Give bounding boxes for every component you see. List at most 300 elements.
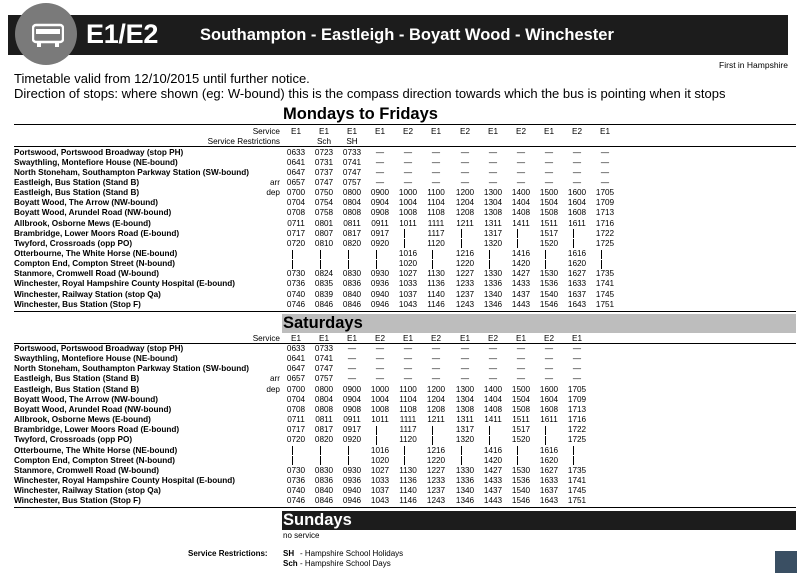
time-cell: 1637 — [567, 289, 587, 299]
passes-without-stopping — [432, 250, 433, 259]
time-cell: 0708 — [286, 208, 306, 218]
time-cell: 1722 — [595, 228, 615, 238]
time-cell: 1511 — [540, 218, 558, 228]
time-cell: 1200 — [455, 188, 475, 198]
route-name: Southampton - Eastleigh - Boyatt Wood - Winchester — [200, 26, 614, 44]
service-code: E2 — [571, 127, 582, 136]
time-cell: 1317 — [455, 425, 475, 435]
time-cell: — — [572, 374, 582, 384]
time-cell: 1100 — [427, 188, 445, 198]
time-cell: — — [572, 354, 582, 364]
time-cell: 1616 — [539, 445, 559, 455]
time-cell: 1520 — [511, 435, 531, 445]
time-cell: — — [516, 147, 526, 157]
time-cell: 0711 — [287, 415, 305, 425]
time-cell: 1033 — [370, 475, 390, 485]
stop-name: Winchester, Railway Station (stop Qa) — [14, 289, 161, 299]
time-cell: — — [403, 354, 413, 364]
time-cell: 0741 — [314, 354, 334, 364]
time-cell: 1043 — [370, 496, 390, 506]
stop-name: Twyford, Crossroads (opp PO) — [14, 435, 133, 445]
passes-without-stopping — [292, 260, 293, 269]
time-cell: — — [544, 157, 554, 167]
time-cell: — — [460, 177, 470, 187]
passes-without-stopping — [461, 239, 462, 248]
stop-name: Winchester, Royal Hampshire County Hospital (E-bound) — [14, 475, 236, 485]
passes-without-stopping — [545, 426, 546, 435]
restriction-code: SH — [283, 549, 295, 558]
stop-name: Eastleigh, Bus Station (Stand B) — [14, 188, 140, 198]
time-cell: 0830 — [342, 269, 362, 279]
time-cell: 1120 — [399, 435, 417, 445]
time-cell: 1136 — [399, 475, 417, 485]
time-cell: 1420 — [511, 259, 531, 269]
time-cell: — — [600, 177, 610, 187]
stop-name: Boyatt Wood, The Arrow (NW-bound) — [14, 394, 158, 404]
stop-name: Swaythling, Montefiore House (NE-bound) — [14, 157, 178, 167]
service-code: E2 — [402, 127, 413, 136]
passes-without-stopping — [489, 436, 490, 445]
passes-without-stopping — [461, 229, 462, 238]
direction-text: Direction of stops: where shown (eg: W-bound) this is the compass direction towards which the bus is pointing when it stops — [14, 86, 726, 101]
time-cell: — — [516, 344, 526, 353]
time-cell: 1340 — [483, 289, 503, 299]
service-code: E1 — [290, 334, 301, 343]
passes-without-stopping — [376, 426, 377, 435]
time-cell: 0804 — [314, 394, 334, 404]
time-cell: — — [600, 167, 610, 177]
time-cell: — — [375, 344, 385, 353]
restrictions-label: Service Restrictions: — [188, 549, 268, 558]
time-cell: 1027 — [398, 269, 418, 279]
time-cell: 1530 — [539, 269, 559, 279]
time-cell: 1408 — [483, 404, 503, 414]
passes-without-stopping — [404, 446, 405, 455]
time-cell: 1233 — [455, 279, 475, 289]
time-cell: 1627 — [567, 269, 587, 279]
service-code: E1 — [346, 334, 357, 343]
time-cell: — — [403, 364, 413, 374]
time-cell: — — [375, 157, 385, 167]
time-cell: 1705 — [567, 384, 587, 394]
time-cell: 1540 — [539, 289, 559, 299]
time-cell: 1540 — [511, 486, 531, 496]
sunday-note: no service — [283, 531, 320, 540]
time-cell: 0741 — [342, 157, 362, 167]
time-cell: 1227 — [426, 465, 446, 475]
service-code: E2 — [459, 127, 470, 136]
time-cell: 1308 — [455, 404, 475, 414]
time-cell: 0746 — [286, 299, 306, 309]
time-cell: 1320 — [455, 435, 475, 445]
stop-name: Winchester, Bus Station (Stop F) — [14, 496, 141, 506]
time-cell: — — [488, 177, 498, 187]
passes-without-stopping — [376, 260, 377, 269]
time-cell: 0835 — [314, 279, 334, 289]
time-cell: 1336 — [455, 475, 475, 485]
time-cell: 1008 — [370, 404, 390, 414]
passes-without-stopping — [320, 260, 321, 269]
time-cell: 0730 — [286, 465, 306, 475]
time-cell: 1016 — [370, 445, 390, 455]
service-code: E1 — [599, 127, 610, 136]
time-cell: — — [431, 354, 441, 364]
time-cell: 1211 — [456, 218, 474, 228]
time-cell: 1722 — [567, 425, 587, 435]
time-cell: 0700 — [286, 188, 306, 198]
time-cell: 1713 — [567, 404, 587, 414]
time-cell: — — [431, 374, 441, 384]
time-cell: — — [572, 364, 582, 374]
time-cell: 1611 — [568, 218, 586, 228]
passes-without-stopping — [348, 446, 349, 455]
time-cell: 1433 — [511, 279, 531, 289]
time-cell: 0641 — [286, 157, 306, 167]
time-cell: — — [488, 344, 498, 353]
time-cell: — — [431, 364, 441, 374]
passes-without-stopping — [292, 446, 293, 455]
time-cell: 1104 — [399, 394, 417, 404]
time-cell: — — [347, 354, 357, 364]
stop-name: Eastleigh, Bus Station (Stand B) — [14, 177, 140, 187]
time-cell: 0824 — [314, 269, 334, 279]
time-cell: 1608 — [567, 208, 587, 218]
time-cell: 0820 — [342, 238, 362, 248]
time-cell: 0820 — [314, 435, 334, 445]
time-cell: 1716 — [595, 218, 615, 228]
passes-without-stopping — [320, 456, 321, 465]
time-cell: — — [431, 344, 441, 353]
time-cell: 1208 — [455, 208, 475, 218]
time-cell: 1508 — [539, 208, 559, 218]
time-cell: 0840 — [314, 486, 334, 496]
time-cell: — — [516, 364, 526, 374]
passes-without-stopping — [376, 250, 377, 259]
time-cell: 1735 — [567, 465, 587, 475]
time-cell: 1311 — [484, 218, 502, 228]
time-cell: 0808 — [342, 208, 362, 218]
time-cell: 1411 — [484, 415, 502, 425]
time-cell: 0936 — [342, 475, 362, 485]
time-cell: 0917 — [370, 228, 390, 238]
time-cell: 0717 — [286, 425, 306, 435]
time-cell: — — [544, 364, 554, 374]
stop-name: Winchester, Railway Station (stop Qa) — [14, 486, 161, 496]
time-cell: 0720 — [286, 435, 306, 445]
stop-name: Brambridge, Lower Moors Road (E-bound) — [14, 425, 180, 435]
time-cell: — — [544, 177, 554, 187]
time-cell: 0720 — [286, 238, 306, 248]
arr-dep-label: arr — [269, 374, 280, 384]
time-cell: 0846 — [314, 496, 334, 506]
time-cell: 1751 — [595, 299, 615, 309]
restriction-code: Sch — [283, 559, 298, 568]
time-cell: — — [403, 167, 413, 177]
time-cell: 0801 — [314, 218, 334, 228]
time-cell: 1600 — [539, 384, 559, 394]
stop-name: Otterbourne, The White Horse (NE-bound) — [14, 249, 178, 258]
time-cell: 1130 — [427, 269, 445, 279]
stop-name: Swaythling, Montefiore House (NE-bound) — [14, 354, 178, 364]
time-cell: 1633 — [539, 475, 559, 485]
time-cell: 1600 — [567, 188, 587, 198]
time-cell: 1705 — [595, 188, 615, 198]
time-cell: 1346 — [455, 496, 475, 506]
time-cell: 0946 — [370, 299, 390, 309]
passes-without-stopping — [573, 239, 574, 248]
passes-without-stopping — [376, 436, 377, 445]
stop-name: North Stoneham, Southampton Parkway Station (SW-bound) — [14, 364, 249, 374]
sunday-section-title: Sundays — [282, 511, 796, 530]
time-cell: 1233 — [426, 475, 446, 485]
time-cell: — — [516, 177, 526, 187]
time-cell: 1108 — [427, 208, 445, 218]
time-cell: — — [375, 177, 385, 187]
time-cell: 0936 — [370, 279, 390, 289]
time-cell: 0930 — [370, 269, 390, 279]
time-cell: 1027 — [370, 465, 390, 475]
time-cell: 1011 — [399, 218, 417, 228]
time-cell: 1216 — [455, 249, 475, 258]
passes-without-stopping — [348, 250, 349, 259]
time-cell: 0911 — [371, 218, 389, 228]
service-code: E1 — [402, 334, 413, 343]
passes-without-stopping — [432, 260, 433, 269]
time-cell: 0633 — [286, 344, 306, 353]
time-cell: 0700 — [286, 384, 306, 394]
time-cell: 1427 — [511, 269, 531, 279]
time-cell: 1443 — [483, 496, 503, 506]
passes-without-stopping — [545, 260, 546, 269]
time-cell: 1304 — [483, 198, 503, 208]
time-cell: 1330 — [455, 465, 475, 475]
service-code: E1 — [515, 334, 526, 343]
time-cell: — — [488, 147, 498, 157]
time-cell: 1745 — [567, 486, 587, 496]
time-cell: 1611 — [540, 415, 558, 425]
time-cell: 1751 — [567, 496, 587, 506]
stop-name: Portswood, Portswood Broadway (stop PH) — [14, 147, 184, 157]
time-cell: 1008 — [398, 208, 418, 218]
time-cell: 0747 — [314, 364, 334, 374]
time-cell: — — [572, 167, 582, 177]
time-cell: — — [375, 167, 385, 177]
time-cell: 1725 — [567, 435, 587, 445]
time-cell: — — [460, 167, 470, 177]
time-cell: 1004 — [398, 198, 418, 208]
time-cell: 1140 — [427, 289, 445, 299]
passes-without-stopping — [517, 239, 518, 248]
time-cell: 1220 — [455, 259, 475, 269]
time-cell: 1300 — [455, 384, 475, 394]
time-cell: 1330 — [483, 269, 503, 279]
time-cell: 1100 — [399, 384, 417, 394]
time-cell: — — [460, 364, 470, 374]
time-cell: 0723 — [314, 147, 334, 157]
time-cell: 0711 — [287, 218, 305, 228]
time-cell: 1136 — [427, 279, 445, 289]
time-cell: 0647 — [286, 167, 306, 177]
service-code: E2 — [487, 334, 498, 343]
corner-nav-icon[interactable] — [775, 551, 797, 573]
weekday-section-title: Mondays to Fridays — [282, 105, 796, 124]
time-cell: — — [488, 354, 498, 364]
time-cell: — — [375, 364, 385, 374]
stop-name: Allbrook, Osborne Mews (E-bound) — [14, 415, 151, 425]
time-cell: 1713 — [595, 208, 615, 218]
time-cell: 1416 — [511, 249, 531, 258]
passes-without-stopping — [601, 250, 602, 259]
time-cell: 1608 — [539, 404, 559, 414]
time-cell: 1308 — [483, 208, 503, 218]
stop-name: Stanmore, Cromwell Road (W-bound) — [14, 465, 159, 475]
time-cell: 0647 — [286, 364, 306, 374]
stop-name: Compton End, Compton Street (N-bound) — [14, 455, 175, 465]
time-cell: 1117 — [427, 228, 445, 238]
time-cell: 1300 — [483, 188, 503, 198]
time-cell: 1511 — [512, 415, 530, 425]
time-cell: 1433 — [483, 475, 503, 485]
time-cell: 0830 — [314, 465, 334, 475]
passes-without-stopping — [573, 229, 574, 238]
time-cell: — — [403, 157, 413, 167]
time-cell: 1633 — [567, 279, 587, 289]
service-code: E1 — [459, 334, 470, 343]
time-cell: — — [516, 167, 526, 177]
service-code: E1 — [318, 127, 329, 136]
time-cell: 1400 — [483, 384, 503, 394]
time-cell: 1408 — [511, 208, 531, 218]
time-cell: — — [431, 157, 441, 167]
service-code: E2 — [515, 127, 526, 136]
passes-without-stopping — [432, 426, 433, 435]
time-cell: 0736 — [286, 279, 306, 289]
time-cell: 1033 — [398, 279, 418, 289]
time-cell: 1204 — [455, 198, 475, 208]
time-cell: — — [488, 374, 498, 384]
time-cell: 1620 — [539, 455, 559, 465]
time-cell: — — [460, 374, 470, 384]
service-code: E1 — [430, 127, 441, 136]
time-cell: 0704 — [286, 198, 306, 208]
time-cell: — — [488, 167, 498, 177]
time-cell: 0736 — [286, 475, 306, 485]
time-cell: 1643 — [567, 299, 587, 309]
passes-without-stopping — [348, 456, 349, 465]
saturday-section-title: Saturdays — [282, 314, 796, 333]
time-cell: 1237 — [455, 289, 475, 299]
time-cell: 1317 — [483, 228, 503, 238]
time-cell: — — [488, 364, 498, 374]
time-cell: 1146 — [427, 299, 445, 309]
time-cell: 0750 — [314, 188, 334, 198]
time-cell: 1243 — [455, 299, 475, 309]
time-cell: 1443 — [511, 299, 531, 309]
time-cell: 0839 — [314, 289, 334, 299]
stop-name: Compton End, Compton Street (N-bound) — [14, 259, 175, 269]
passes-without-stopping — [517, 229, 518, 238]
time-cell: 1146 — [399, 496, 417, 506]
arr-dep-label: dep — [266, 384, 280, 394]
time-cell: 1404 — [511, 198, 531, 208]
time-cell: 0657 — [286, 374, 306, 384]
arr-dep-label: dep — [266, 188, 280, 198]
time-cell: — — [572, 177, 582, 187]
time-cell: 1108 — [399, 404, 417, 414]
time-cell: 1140 — [399, 486, 417, 496]
time-cell: 0657 — [286, 177, 306, 187]
service-code: E1 — [318, 334, 329, 343]
service-code: E1 — [374, 127, 385, 136]
time-cell: 0757 — [314, 374, 334, 384]
service-code: E1 — [487, 127, 498, 136]
service-label: Service — [252, 127, 280, 136]
time-cell: 1604 — [539, 394, 559, 404]
time-cell: 1227 — [455, 269, 475, 279]
time-cell: 0747 — [342, 167, 362, 177]
time-cell: 1517 — [539, 228, 559, 238]
time-cell: 0733 — [342, 147, 362, 157]
time-cell: 1208 — [426, 404, 446, 414]
time-cell: — — [488, 157, 498, 167]
time-cell: 0754 — [314, 198, 334, 208]
time-cell: — — [516, 374, 526, 384]
time-cell: — — [460, 344, 470, 353]
time-cell: 1117 — [399, 425, 417, 435]
time-cell: 1416 — [483, 445, 503, 455]
restriction-desc: - Hampshire School Days — [300, 559, 391, 568]
time-cell: 0758 — [314, 208, 334, 218]
passes-without-stopping — [489, 250, 490, 259]
time-cell: 1546 — [511, 496, 531, 506]
time-cell: 0930 — [342, 465, 362, 475]
time-cell: 1620 — [567, 259, 587, 269]
time-cell: 1517 — [511, 425, 531, 435]
time-cell: 1520 — [539, 238, 559, 248]
time-cell: — — [600, 157, 610, 167]
time-cell: 1745 — [595, 289, 615, 299]
time-cell: 0900 — [370, 188, 390, 198]
passes-without-stopping — [573, 456, 574, 465]
service-code: E2 — [374, 334, 385, 343]
time-cell: 0846 — [342, 299, 362, 309]
time-cell: 0807 — [314, 228, 334, 238]
service-code: E1 — [571, 334, 582, 343]
table-rule — [14, 124, 796, 125]
passes-without-stopping — [292, 456, 293, 465]
passes-without-stopping — [432, 436, 433, 445]
time-cell: 1411 — [512, 218, 530, 228]
time-cell: 0804 — [342, 198, 362, 208]
time-cell: — — [375, 147, 385, 157]
time-cell: 1500 — [539, 188, 559, 198]
route-code: E1/E2 — [86, 19, 159, 49]
time-cell: 0908 — [370, 208, 390, 218]
time-cell: 1536 — [511, 475, 531, 485]
passes-without-stopping — [517, 456, 518, 465]
time-cell: 1500 — [511, 384, 531, 394]
time-cell: 1604 — [567, 198, 587, 208]
time-cell: 0740 — [286, 289, 306, 299]
time-cell: 1546 — [539, 299, 559, 309]
time-cell: 0737 — [314, 167, 334, 177]
restriction-desc: - Hampshire School Holidays — [300, 549, 404, 558]
restriction-code: Sch — [316, 137, 332, 146]
stop-name: Eastleigh, Bus Station (Stand B) — [14, 374, 140, 384]
time-cell: 1504 — [511, 394, 531, 404]
time-cell: 0704 — [286, 394, 306, 404]
time-cell: 1709 — [567, 394, 587, 404]
